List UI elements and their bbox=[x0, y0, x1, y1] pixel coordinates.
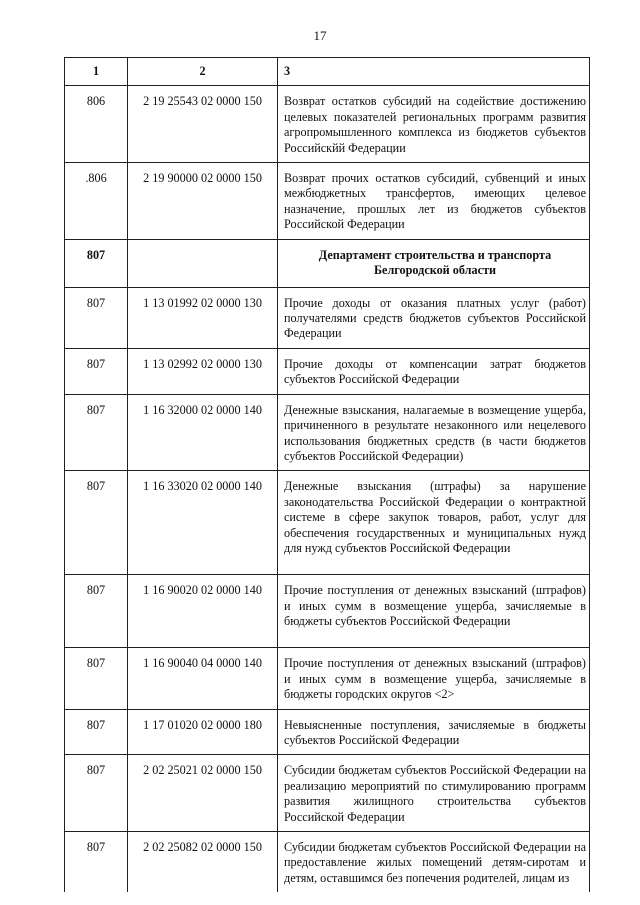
revenue-name-cell: Прочие поступления от денежных взысканий (штрафов) и иных сумм в возмещение ущерба, зачисляемые в бюджеты субъектов Российской Федерации bbox=[278, 575, 590, 648]
table-row bbox=[65, 86, 590, 163]
table-row bbox=[65, 394, 590, 471]
admin-code-cell: 807 bbox=[65, 831, 128, 892]
department-row bbox=[65, 239, 590, 287]
budget-code-cell: 1 13 01992 02 0000 130 bbox=[128, 287, 278, 348]
admin-code-cell: 807 bbox=[65, 709, 128, 755]
admin-code-cell: 807 bbox=[65, 575, 128, 648]
revenue-name-cell: Невыясненные поступления, зачисляемые в бюджеты субъектов Российской Федерации bbox=[278, 709, 590, 755]
admin-code-cell: .806 bbox=[65, 163, 128, 240]
table-row bbox=[65, 163, 590, 240]
admin-code-cell: 807 bbox=[65, 348, 128, 394]
header-col-2: 2 bbox=[128, 58, 278, 86]
admin-code-cell: 807 bbox=[65, 471, 128, 575]
table-row bbox=[65, 471, 590, 575]
budget-code-cell: 2 19 90000 02 0000 150 bbox=[128, 163, 278, 240]
budget-code-cell bbox=[128, 239, 278, 287]
revenue-name-cell: Денежные взыскания (штрафы) за нарушение законодательства Российской Федерации о контрактной системе в сфере закупок товаров, работ, услуг для обеспечения государственных и муниципальных нужд для нужд субъектов Российской Федерации bbox=[278, 471, 590, 575]
table-row bbox=[65, 755, 590, 832]
revenue-name-cell: Прочие доходы от компенсации затрат бюджетов субъектов Российской Федерации bbox=[278, 348, 590, 394]
table-header-row bbox=[65, 58, 590, 86]
budget-code-cell: 1 13 02992 02 0000 130 bbox=[128, 348, 278, 394]
budget-classification-table bbox=[64, 57, 590, 892]
revenue-name-cell: Прочие доходы от оказания платных услуг (работ) получателями средств бюджетов субъектов Российской Федерации bbox=[278, 287, 590, 348]
header-col-1: 1 bbox=[65, 58, 128, 86]
budget-code-cell: 2 02 25021 02 0000 150 bbox=[128, 755, 278, 832]
department-name-cell: Департамент строительства и транспорта Белгородской области bbox=[278, 239, 590, 287]
budget-code-cell: 1 16 33020 02 0000 140 bbox=[128, 471, 278, 575]
admin-code-cell: 806 bbox=[65, 86, 128, 163]
table-row bbox=[65, 831, 590, 892]
table-row bbox=[65, 287, 590, 348]
admin-code-cell: 807 bbox=[65, 394, 128, 471]
page-number: 17 bbox=[313, 28, 327, 43]
revenue-name-cell: Субсидии бюджетам субъектов Российской Федерации на предоставление жилых помещений детям-сиротам и детям, оставшимся без попечения родителей, лицам из bbox=[278, 831, 590, 892]
revenue-name-cell: Возврат остатков субсидий на содействие достижению целевых показателей региональных программ развития агропромышленного комплекса из бюджетов субъектов Российскйй Федерации bbox=[278, 86, 590, 163]
table-row bbox=[65, 648, 590, 709]
revenue-name-cell: Денежные взыскания, налагаемые в возмещение ущерба, причиненного в результате незаконного или нецелевого использования бюджетных средств (в части бюджетов субъектов Российской Федерации) bbox=[278, 394, 590, 471]
revenue-name-cell: Возврат прочих остатков субсидий, субвенций и иных межбюджетных трансфертов, имеющих целевое назначение, прошлых лет из бюджетов субъектов Российской Федерации bbox=[278, 163, 590, 240]
admin-code-cell: 807 bbox=[65, 755, 128, 832]
budget-code-cell: 1 16 32000 02 0000 140 bbox=[128, 394, 278, 471]
admin-code-cell: 807 bbox=[65, 239, 128, 287]
table-row bbox=[65, 348, 590, 394]
budget-code-cell: 1 16 90020 02 0000 140 bbox=[128, 575, 278, 648]
budget-code-cell: 1 17 01020 02 0000 180 bbox=[128, 709, 278, 755]
budget-code-cell: 1 16 90040 04 0000 140 bbox=[128, 648, 278, 709]
admin-code-cell: 807 bbox=[65, 287, 128, 348]
revenue-name-cell: Прочие поступления от денежных взысканий (штрафов) и иных сумм в возмещение ущерба, зачисляемые в бюджеты городских округов <2> bbox=[278, 648, 590, 709]
budget-code-cell: 2 02 25082 02 0000 150 bbox=[128, 831, 278, 892]
header-col-3: 3 bbox=[278, 58, 590, 86]
admin-code-cell: 807 bbox=[65, 648, 128, 709]
budget-code-cell: 2 19 25543 02 0000 150 bbox=[128, 86, 278, 163]
table-row bbox=[65, 575, 590, 648]
table-row bbox=[65, 709, 590, 755]
revenue-name-cell: Субсидии бюджетам субъектов Российской Федерации на реализацию мероприятий по стимулированию программ развития жилищного строительства субъектов Российской Федерации bbox=[278, 755, 590, 832]
